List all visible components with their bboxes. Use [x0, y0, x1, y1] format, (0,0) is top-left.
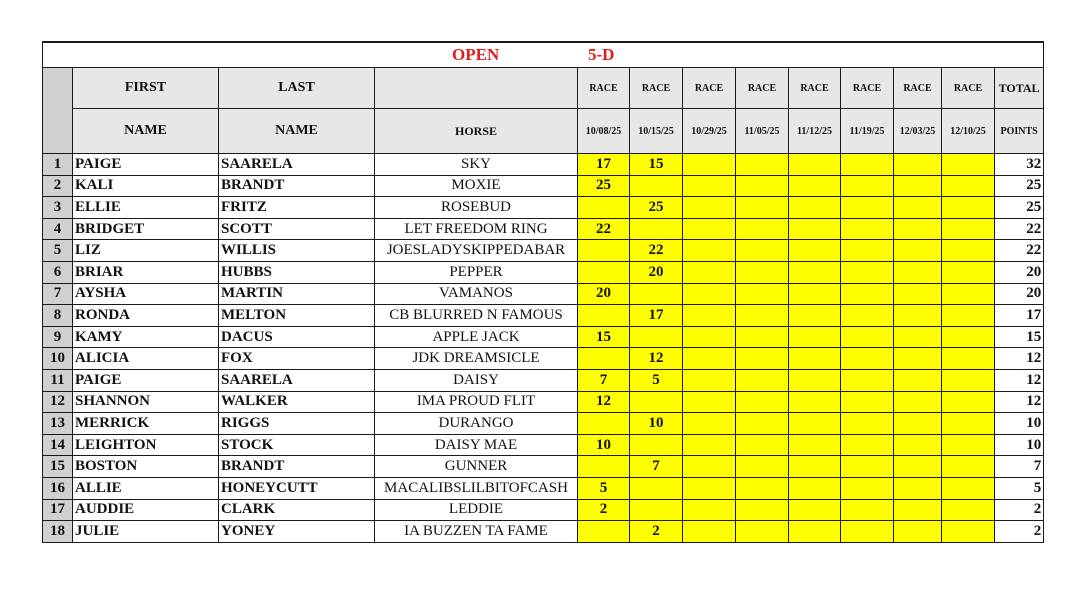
- race-header-5: RACE: [789, 68, 841, 109]
- race-4-cell: [736, 456, 789, 478]
- standings-sheet: [42, 41, 1043, 543]
- race-2-cell: 7: [630, 456, 683, 478]
- race-7-cell: [894, 521, 942, 543]
- table-row: [43, 218, 1044, 240]
- race-2-cell: [630, 283, 683, 305]
- first-name-cell: MERRICK: [73, 413, 219, 435]
- race-3-cell: [683, 326, 736, 348]
- race-2-cell: [630, 499, 683, 521]
- total-points-cell: 2: [995, 521, 1044, 543]
- rank-cell: 17: [43, 499, 73, 521]
- race-7-cell: [894, 499, 942, 521]
- race-8-cell: [942, 305, 995, 327]
- race-header-1: RACE: [578, 68, 630, 109]
- race-5-cell: [789, 326, 841, 348]
- last-name-cell: BRANDT: [219, 175, 375, 197]
- total-points-cell: 10: [995, 413, 1044, 435]
- race-6-cell: [841, 369, 894, 391]
- first-name-cell: ELLIE: [73, 197, 219, 219]
- race-3-cell: [683, 499, 736, 521]
- race-6-cell: [841, 218, 894, 240]
- race-3-cell: [683, 413, 736, 435]
- rank-cell: 14: [43, 434, 73, 456]
- race-2-cell: 25: [630, 197, 683, 219]
- race-3-cell: [683, 521, 736, 543]
- race-4-cell: [736, 218, 789, 240]
- race-8-cell: [942, 175, 995, 197]
- race-4-cell: [736, 326, 789, 348]
- race-header-4: RACE: [736, 68, 789, 109]
- race-3-cell: [683, 261, 736, 283]
- horse-cell: DAISY MAE: [375, 434, 578, 456]
- last-header-bottom: NAME: [219, 109, 375, 154]
- race-7-cell: [894, 413, 942, 435]
- race-7-cell: [894, 175, 942, 197]
- race-6-cell: [841, 456, 894, 478]
- race-3-cell: [683, 434, 736, 456]
- total-points-cell: 20: [995, 261, 1044, 283]
- first-name-cell: PAIGE: [73, 369, 219, 391]
- total-points-cell: 25: [995, 175, 1044, 197]
- race-5-cell: [789, 154, 841, 176]
- total-points-cell: 12: [995, 348, 1044, 370]
- table-row: [43, 521, 1044, 543]
- race-4-cell: [736, 391, 789, 413]
- race-6-cell: [841, 261, 894, 283]
- race-5-cell: [789, 499, 841, 521]
- race-4-cell: [736, 369, 789, 391]
- race-8-cell: [942, 477, 995, 499]
- last-name-cell: WILLIS: [219, 240, 375, 262]
- race-1-cell: 20: [578, 283, 630, 305]
- horse-cell: LEDDIE: [375, 499, 578, 521]
- horse-cell: ROSEBUD: [375, 197, 578, 219]
- race-6-cell: [841, 326, 894, 348]
- table-row: [43, 499, 1044, 521]
- total-points-cell: 12: [995, 369, 1044, 391]
- rank-cell: 16: [43, 477, 73, 499]
- total-points-cell: 5: [995, 477, 1044, 499]
- race-6-cell: [841, 521, 894, 543]
- table-row: [43, 305, 1044, 327]
- race-4-cell: [736, 240, 789, 262]
- race-4-cell: [736, 521, 789, 543]
- rank-cell: 13: [43, 413, 73, 435]
- race-3-cell: [683, 175, 736, 197]
- race-7-cell: [894, 348, 942, 370]
- first-name-cell: KALI: [73, 175, 219, 197]
- race-header-3: RACE: [683, 68, 736, 109]
- first-name-cell: RONDA: [73, 305, 219, 327]
- last-name-cell: FOX: [219, 348, 375, 370]
- race-2-cell: 20: [630, 261, 683, 283]
- header-row-bottom: [43, 109, 1044, 154]
- race-3-cell: [683, 391, 736, 413]
- first-name-cell: SHANNON: [73, 391, 219, 413]
- race-4-cell: [736, 283, 789, 305]
- race-8-cell: [942, 240, 995, 262]
- first-name-cell: BRIAR: [73, 261, 219, 283]
- horse-cell: VAMANOS: [375, 283, 578, 305]
- horse-cell: MOXIE: [375, 175, 578, 197]
- rank-cell: 4: [43, 218, 73, 240]
- race-7-cell: [894, 305, 942, 327]
- race-4-cell: [736, 197, 789, 219]
- total-points-cell: 22: [995, 218, 1044, 240]
- last-name-cell: HONEYCUTT: [219, 477, 375, 499]
- race-6-cell: [841, 197, 894, 219]
- race-5-cell: [789, 283, 841, 305]
- race-5-cell: [789, 477, 841, 499]
- rank-cell: 7: [43, 283, 73, 305]
- last-name-cell: BRANDT: [219, 456, 375, 478]
- rank-cell: 12: [43, 391, 73, 413]
- table-row: [43, 175, 1044, 197]
- race-date-8: 12/10/25: [942, 109, 995, 154]
- last-name-cell: FRITZ: [219, 197, 375, 219]
- table-row: [43, 326, 1044, 348]
- rank-cell: 2: [43, 175, 73, 197]
- last-name-cell: YONEY: [219, 521, 375, 543]
- race-2-cell: [630, 391, 683, 413]
- total-points-cell: 20: [995, 283, 1044, 305]
- race-6-cell: [841, 305, 894, 327]
- first-name-cell: KAMY: [73, 326, 219, 348]
- race-4-cell: [736, 477, 789, 499]
- table-row: [43, 413, 1044, 435]
- rank-cell: 8: [43, 305, 73, 327]
- table-row: [43, 348, 1044, 370]
- rank-cell: 9: [43, 326, 73, 348]
- last-name-cell: CLARK: [219, 499, 375, 521]
- first-name-cell: PAIGE: [73, 154, 219, 176]
- total-points-cell: 2: [995, 499, 1044, 521]
- last-header-top: LAST: [219, 68, 375, 109]
- rank-cell: 3: [43, 197, 73, 219]
- race-3-cell: [683, 218, 736, 240]
- race-6-cell: [841, 477, 894, 499]
- race-2-cell: 10: [630, 413, 683, 435]
- race-5-cell: [789, 175, 841, 197]
- race-6-cell: [841, 434, 894, 456]
- table-row: [43, 391, 1044, 413]
- race-1-cell: 2: [578, 499, 630, 521]
- race-2-cell: [630, 477, 683, 499]
- horse-cell: JDK DREAMSICLE: [375, 348, 578, 370]
- table-row: [43, 261, 1044, 283]
- rank-cell: 1: [43, 154, 73, 176]
- race-3-cell: [683, 305, 736, 327]
- horse-cell: APPLE JACK: [375, 326, 578, 348]
- horse-cell: JOESLADYSKIPPEDABAR: [375, 240, 578, 262]
- race-5-cell: [789, 261, 841, 283]
- race-date-3: 10/29/25: [683, 109, 736, 154]
- horse-cell: MACALIBSLILBITOFCASH: [375, 477, 578, 499]
- horse-header-top: [375, 68, 578, 109]
- table-row: [43, 477, 1044, 499]
- rank-cell: 18: [43, 521, 73, 543]
- race-7-cell: [894, 154, 942, 176]
- race-1-cell: 7: [578, 369, 630, 391]
- table-row: [43, 434, 1044, 456]
- race-date-5: 11/12/25: [789, 109, 841, 154]
- horse-cell: LET FREEDOM RING: [375, 218, 578, 240]
- race-4-cell: [736, 305, 789, 327]
- race-3-cell: [683, 154, 736, 176]
- race-1-cell: [578, 413, 630, 435]
- race-3-cell: [683, 348, 736, 370]
- race-date-7: 12/03/25: [894, 109, 942, 154]
- race-header-7: RACE: [894, 68, 942, 109]
- first-name-cell: AYSHA: [73, 283, 219, 305]
- race-6-cell: [841, 154, 894, 176]
- race-7-cell: [894, 477, 942, 499]
- horse-cell: SKY: [375, 154, 578, 176]
- race-5-cell: [789, 391, 841, 413]
- race-7-cell: [894, 456, 942, 478]
- horse-cell: GUNNER: [375, 456, 578, 478]
- total-points-cell: 12: [995, 391, 1044, 413]
- race-2-cell: 15: [630, 154, 683, 176]
- race-4-cell: [736, 499, 789, 521]
- race-1-cell: 25: [578, 175, 630, 197]
- last-name-cell: SAARELA: [219, 369, 375, 391]
- race-2-cell: [630, 218, 683, 240]
- race-5-cell: [789, 218, 841, 240]
- race-4-cell: [736, 175, 789, 197]
- total-header-bottom: POINTS: [995, 109, 1044, 154]
- horse-cell: IMA PROUD FLIT: [375, 391, 578, 413]
- rank-cell: 5: [43, 240, 73, 262]
- division-title: 5-D: [588, 45, 615, 64]
- first-name-cell: BRIDGET: [73, 218, 219, 240]
- total-points-cell: 17: [995, 305, 1044, 327]
- race-8-cell: [942, 499, 995, 521]
- race-3-cell: [683, 456, 736, 478]
- race-7-cell: [894, 240, 942, 262]
- race-5-cell: [789, 521, 841, 543]
- race-6-cell: [841, 413, 894, 435]
- first-name-cell: ALLIE: [73, 477, 219, 499]
- race-8-cell: [942, 197, 995, 219]
- race-header-8: RACE: [942, 68, 995, 109]
- race-7-cell: [894, 261, 942, 283]
- rank-cell: 15: [43, 456, 73, 478]
- rank-cell: 6: [43, 261, 73, 283]
- last-name-cell: STOCK: [219, 434, 375, 456]
- race-1-cell: [578, 305, 630, 327]
- last-name-cell: MARTIN: [219, 283, 375, 305]
- race-7-cell: [894, 218, 942, 240]
- race-date-1: 10/08/25: [578, 109, 630, 154]
- race-1-cell: 10: [578, 434, 630, 456]
- race-2-cell: [630, 326, 683, 348]
- race-1-cell: 22: [578, 218, 630, 240]
- race-header-6: RACE: [841, 68, 894, 109]
- table-row: [43, 154, 1044, 176]
- race-8-cell: [942, 154, 995, 176]
- rank-cell: 10: [43, 348, 73, 370]
- first-header-top: FIRST: [73, 68, 219, 109]
- race-1-cell: 17: [578, 154, 630, 176]
- race-8-cell: [942, 283, 995, 305]
- race-7-cell: [894, 369, 942, 391]
- race-6-cell: [841, 240, 894, 262]
- race-3-cell: [683, 369, 736, 391]
- race-6-cell: [841, 175, 894, 197]
- first-name-cell: JULIE: [73, 521, 219, 543]
- race-7-cell: [894, 197, 942, 219]
- race-4-cell: [736, 413, 789, 435]
- race-8-cell: [942, 326, 995, 348]
- race-5-cell: [789, 413, 841, 435]
- race-8-cell: [942, 348, 995, 370]
- race-7-cell: [894, 326, 942, 348]
- horse-header: HORSE: [375, 109, 578, 154]
- race-3-cell: [683, 283, 736, 305]
- horse-cell: DAISY: [375, 369, 578, 391]
- header-row-top: [43, 68, 1044, 109]
- last-name-cell: MELTON: [219, 305, 375, 327]
- standings-table: [42, 41, 1044, 543]
- total-points-cell: 10: [995, 434, 1044, 456]
- last-name-cell: DACUS: [219, 326, 375, 348]
- race-7-cell: [894, 434, 942, 456]
- race-8-cell: [942, 369, 995, 391]
- horse-cell: PEPPER: [375, 261, 578, 283]
- race-8-cell: [942, 434, 995, 456]
- first-name-cell: BOSTON: [73, 456, 219, 478]
- race-6-cell: [841, 348, 894, 370]
- title-row: [43, 42, 1044, 68]
- race-1-cell: [578, 348, 630, 370]
- last-name-cell: HUBBS: [219, 261, 375, 283]
- table-row: [43, 456, 1044, 478]
- table-row: [43, 283, 1044, 305]
- race-5-cell: [789, 197, 841, 219]
- first-header-bottom: NAME: [73, 109, 219, 154]
- total-points-cell: 25: [995, 197, 1044, 219]
- race-3-cell: [683, 197, 736, 219]
- race-2-cell: 17: [630, 305, 683, 327]
- race-2-cell: 12: [630, 348, 683, 370]
- race-1-cell: [578, 261, 630, 283]
- race-1-cell: [578, 240, 630, 262]
- race-date-2: 10/15/25: [630, 109, 683, 154]
- race-8-cell: [942, 413, 995, 435]
- rank-cell: 11: [43, 369, 73, 391]
- first-name-cell: LIZ: [73, 240, 219, 262]
- race-8-cell: [942, 218, 995, 240]
- race-6-cell: [841, 499, 894, 521]
- last-name-cell: RIGGS: [219, 413, 375, 435]
- total-points-cell: 15: [995, 326, 1044, 348]
- race-3-cell: [683, 240, 736, 262]
- class-title: OPEN: [452, 45, 500, 64]
- race-6-cell: [841, 283, 894, 305]
- race-4-cell: [736, 154, 789, 176]
- race-header-2: RACE: [630, 68, 683, 109]
- total-points-cell: 7: [995, 456, 1044, 478]
- race-8-cell: [942, 456, 995, 478]
- total-header-top: TOTAL: [995, 68, 1044, 109]
- race-5-cell: [789, 369, 841, 391]
- race-4-cell: [736, 434, 789, 456]
- table-row: [43, 197, 1044, 219]
- race-2-cell: [630, 434, 683, 456]
- last-name-cell: SCOTT: [219, 218, 375, 240]
- horse-cell: DURANGO: [375, 413, 578, 435]
- table-row: [43, 369, 1044, 391]
- race-5-cell: [789, 305, 841, 327]
- first-name-cell: LEIGHTON: [73, 434, 219, 456]
- race-5-cell: [789, 434, 841, 456]
- total-points-cell: 22: [995, 240, 1044, 262]
- race-date-6: 11/19/25: [841, 109, 894, 154]
- race-7-cell: [894, 283, 942, 305]
- race-7-cell: [894, 391, 942, 413]
- race-date-4: 11/05/25: [736, 109, 789, 154]
- race-1-cell: 15: [578, 326, 630, 348]
- race-4-cell: [736, 348, 789, 370]
- horse-cell: IA BUZZEN TA FAME: [375, 521, 578, 543]
- race-4-cell: [736, 261, 789, 283]
- race-8-cell: [942, 261, 995, 283]
- race-5-cell: [789, 240, 841, 262]
- race-6-cell: [841, 391, 894, 413]
- race-3-cell: [683, 477, 736, 499]
- race-8-cell: [942, 391, 995, 413]
- race-1-cell: [578, 456, 630, 478]
- race-2-cell: [630, 175, 683, 197]
- last-name-cell: SAARELA: [219, 154, 375, 176]
- race-1-cell: 12: [578, 391, 630, 413]
- total-points-cell: 32: [995, 154, 1044, 176]
- last-name-cell: WALKER: [219, 391, 375, 413]
- horse-cell: CB BLURRED N FAMOUS: [375, 305, 578, 327]
- race-1-cell: [578, 197, 630, 219]
- race-2-cell: 2: [630, 521, 683, 543]
- race-1-cell: [578, 521, 630, 543]
- race-5-cell: [789, 348, 841, 370]
- first-name-cell: ALICIA: [73, 348, 219, 370]
- number-header: [43, 68, 73, 154]
- race-5-cell: [789, 456, 841, 478]
- race-8-cell: [942, 521, 995, 543]
- race-2-cell: 22: [630, 240, 683, 262]
- table-row: [43, 240, 1044, 262]
- race-2-cell: 5: [630, 369, 683, 391]
- race-1-cell: 5: [578, 477, 630, 499]
- first-name-cell: AUDDIE: [73, 499, 219, 521]
